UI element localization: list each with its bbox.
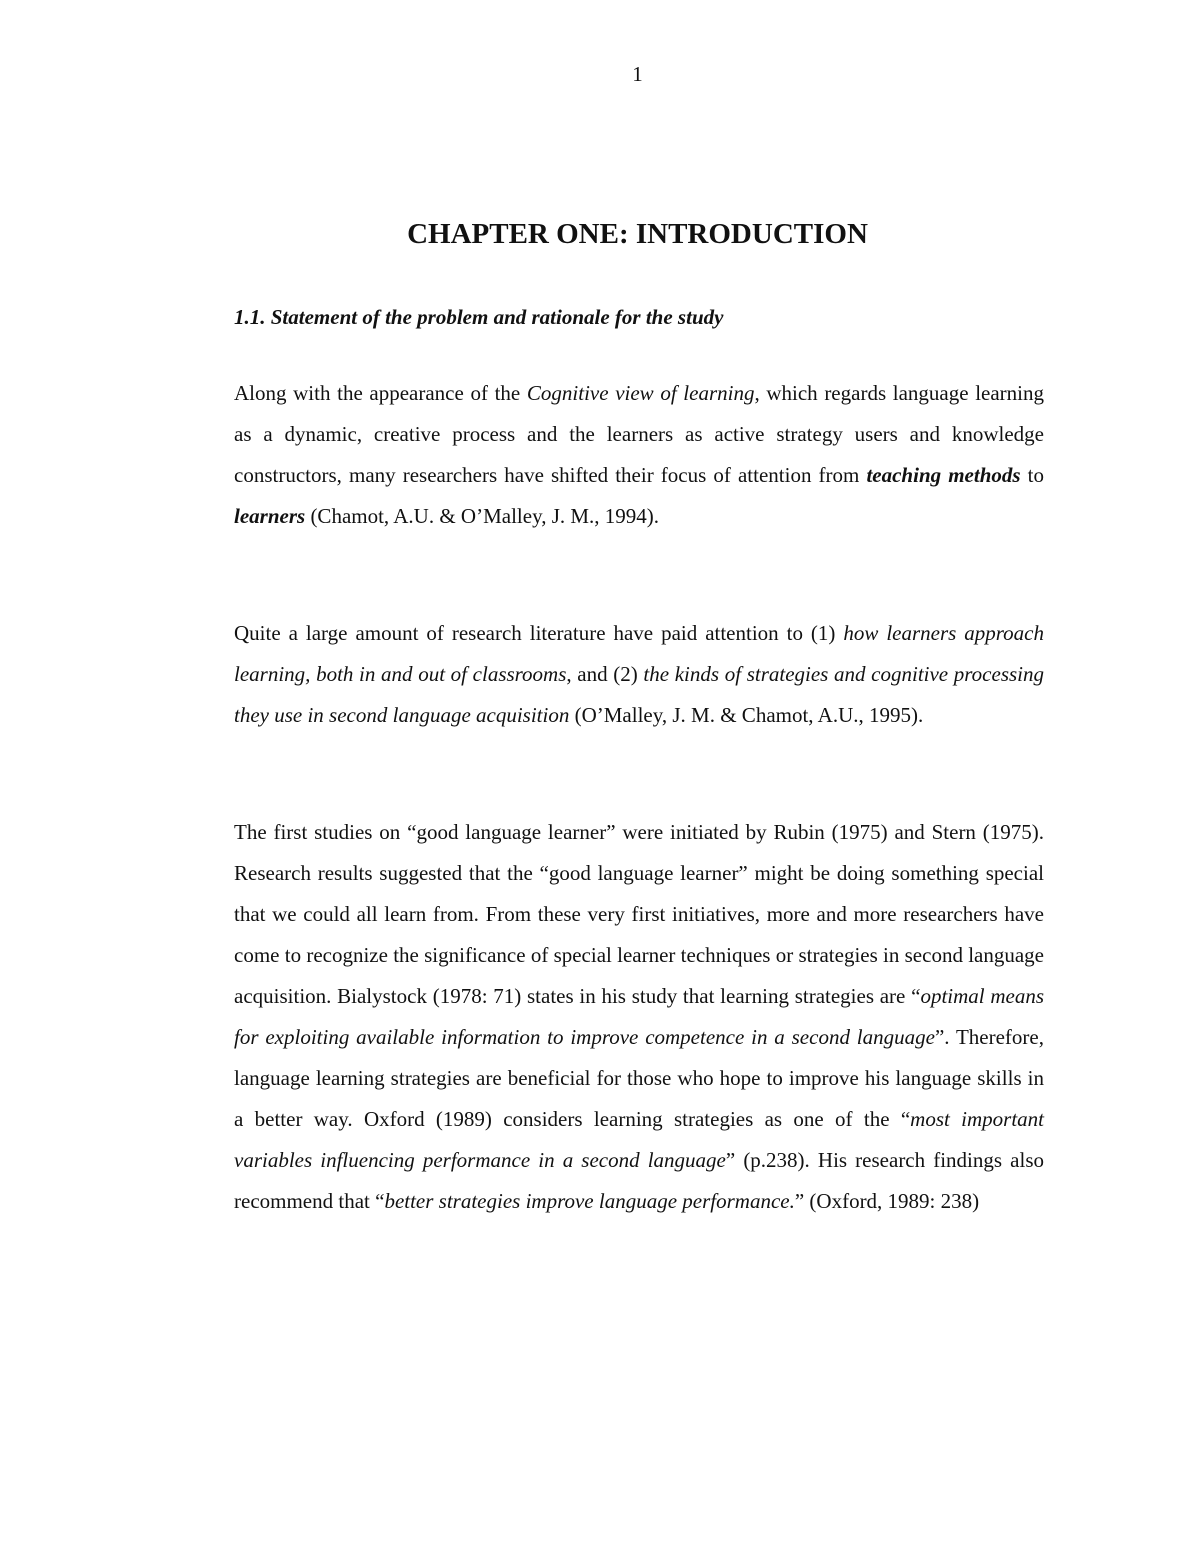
paragraph-3-quote-optimal-means: optimal means for exploiting available information to improve competence in a second language — [234, 984, 1045, 1049]
paragraph-3-text: The first studies on “good language learner” were initiated by Rubin (1975) and Stern (1975). Research results suggested that the “good language learner” might be doing something special that we could all learn from. From these very first initiatives, more and more researchers have come to recognize the significance of special learner techniques or strategies in second language acquisition. Bialystock (1978: 71) states in his study that learning strategies are “ — [234, 820, 1044, 1008]
paragraph-2-citation: (O’Malley, J. M. & Chamot, A.U., 1995). — [569, 703, 924, 727]
paragraph-1-text: Along with the appearance of the — [234, 381, 527, 405]
paragraph-2-text: Quite a large amount of research literature have paid attention to (1) — [234, 621, 844, 645]
paragraph-1-text: to — [1020, 463, 1044, 487]
paragraph-3-quote-better-strategies: better strategies improve language performance. — [384, 1189, 795, 1213]
paragraph-2-text: , and (2) — [566, 662, 644, 686]
paragraph-2 — [234, 613, 1044, 736]
paragraph-1-emphasis-teaching-methods: teaching methods — [866, 463, 1021, 487]
paragraph-3-quote-most-important-variables: most important variables influencing performance in a second language — [234, 1107, 1045, 1172]
paragraph-2-emphasis-kinds-of-strategies: the kinds of strategies and cognitive processing they use in second language acquisition — [234, 662, 1044, 727]
paragraph-1-citation: (Chamot, A.U. & O’Malley, J. M., 1994). — [305, 504, 660, 528]
paragraph-1-text: , which regards language learning as a dynamic, creative process and the learners as active strategy users and knowledge constructors, many researchers have shifted their focus of attention from — [234, 381, 1044, 487]
chapter-title: CHAPTER ONE: INTRODUCTION — [407, 218, 868, 250]
paragraph-1-emphasis-learners: learners — [234, 504, 306, 528]
paragraph-3 — [234, 812, 1044, 1222]
paragraph-3-text: ”. Therefore, language learning strategies are beneficial for those who hope to improve his language skills in a better way. Oxford (1989) considers learning strategies as one of the “ — [234, 1025, 1044, 1131]
paragraph-3-text: ” (p.238). His research findings also recommend that “ — [234, 1148, 1044, 1213]
paragraph-2-emphasis-how-learners: how learners approach learning, both in and out of classrooms — [234, 621, 1045, 686]
paragraph-1 — [234, 373, 1044, 537]
page-number: 1 — [632, 62, 643, 86]
paragraph-3-citation: ” (Oxford, 1989: 238) — [794, 1189, 980, 1213]
paragraph-1-emphasis-cognitive-view: Cognitive view of learning — [526, 381, 755, 405]
section-heading: 1.1. Statement of the problem and rationale for the study — [234, 305, 724, 329]
